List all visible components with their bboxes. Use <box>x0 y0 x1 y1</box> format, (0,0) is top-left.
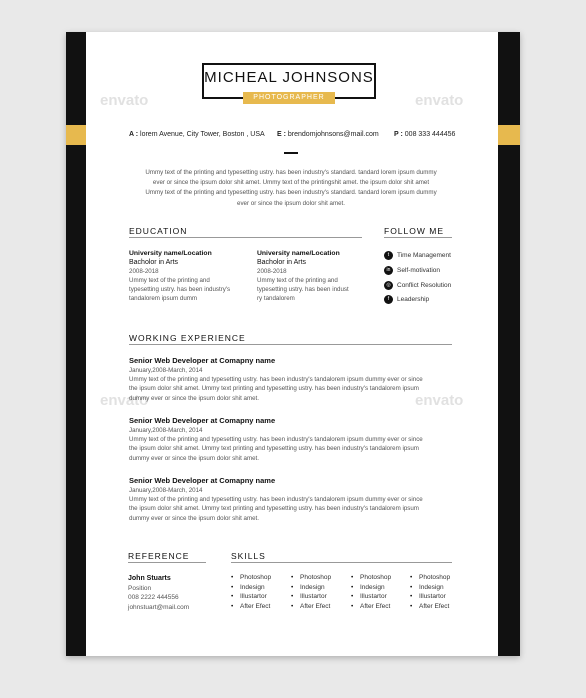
skills-column <box>300 573 331 611</box>
skill-item: • Indesign <box>360 583 391 593</box>
follow-item[interactable]: Self-motivation <box>397 267 440 274</box>
education-item <box>257 249 375 303</box>
accent-bar-left <box>66 125 86 145</box>
job-desc: dummy ever or since the ipsum dolor shit amet. <box>129 394 259 402</box>
experience-heading: WORKING EXPERIENCE <box>129 333 246 343</box>
job-desc: the ipsum dolor shit amet. Ummy text printing and typesetting ustry. has been industry's tandalorem ipsum <box>129 445 419 453</box>
job-entry <box>129 415 454 463</box>
job-title: Senior Web Developer at Comapny name <box>129 356 276 365</box>
job-dates: January,2008-March, 2014 <box>129 487 203 494</box>
email-value: brendomjohnsons@mail.com <box>287 131 379 138</box>
skill-item: • After Efect <box>240 602 271 612</box>
job-title: Senior Web Developer at Comapny name <box>129 416 276 425</box>
skills-column <box>419 573 450 611</box>
degree: Bacholor in Arts <box>129 259 179 266</box>
skills-rule <box>231 562 452 563</box>
watermark: envato <box>415 92 464 109</box>
edu-years: 2008-2018 <box>129 268 159 275</box>
skill-item: • After Efect <box>360 602 391 612</box>
skill-item: • Illustartor <box>300 592 331 602</box>
reference-phone: 008 2222 444556 <box>128 594 179 601</box>
edu-desc: Ummy text of the printing and <box>257 277 338 284</box>
skill-item: • Illustartor <box>360 592 391 602</box>
resume-role: PHOTOGRAPHER <box>243 92 335 104</box>
job-dates: January,2008-March, 2014 <box>129 367 203 374</box>
job-title: Senior Web Developer at Comapny name <box>129 476 276 485</box>
school-name: University name/Location <box>257 250 340 257</box>
edu-desc: typesetting ustry. has been indust <box>257 286 349 293</box>
follow-item[interactable]: Leadership <box>397 296 430 303</box>
resume-name: MICHEAL JOHNSONS <box>204 69 374 86</box>
skill-item: • Indesign <box>419 583 450 593</box>
linkedin-icon[interactable]: in <box>384 266 393 275</box>
job-entry <box>129 475 454 523</box>
edu-desc: Ummy text of the printing and <box>129 277 210 284</box>
intro-paragraph <box>126 168 456 209</box>
reference-heading: REFERENCE <box>128 551 190 561</box>
job-entry <box>129 355 454 403</box>
skills-heading: SKILLS <box>231 551 266 561</box>
education-item <box>129 249 247 303</box>
job-desc: Ummy text of the printing and typesetting ustry. has been industry's tandalorem ipsum dummy ever or since <box>129 436 423 444</box>
reference-rule <box>128 562 206 563</box>
edu-desc: typesetting ustry. has been industry's <box>129 286 231 293</box>
edu-desc: ry tandalorem <box>257 295 295 302</box>
edu-years: 2008-2018 <box>257 268 287 275</box>
degree: Bacholor in Arts <box>257 259 307 266</box>
skill-item: • Illustartor <box>419 592 450 602</box>
email-label: E : <box>277 131 286 138</box>
intro-line: ever or since the ipsum dolor shit amet. <box>237 199 345 207</box>
address-label: A : <box>129 131 139 138</box>
address-value: lorem Avenue, City Tower, Boston , USA <box>140 131 265 138</box>
skill-item: • Photoshop <box>419 573 450 583</box>
skill-item: • Indesign <box>240 583 271 593</box>
contact-email <box>277 131 379 138</box>
contact-phone <box>394 131 455 138</box>
skill-item: • Indesign <box>300 583 331 593</box>
phone-label: P : <box>394 131 403 138</box>
intro-line: Ummy text of the printing and typesetting ustry. has been industry's standard. tandard lorem ipsum dummy <box>145 189 437 197</box>
intro-line: ever or since the ipsum dolor shit amet. Ummy text of the printingshit amet. the ipsum dolor shit amet <box>152 179 430 187</box>
follow-heading: FOLLOW ME <box>384 226 445 236</box>
job-desc: the ipsum dolor shit amet. Ummy text printing and typesetting ustry. has been industry's tandalorem ipsum <box>129 505 419 513</box>
watermark: envato <box>100 392 149 409</box>
phone-value: 008 333 444456 <box>404 131 456 138</box>
job-desc: the ipsum dolor shit amet. Ummy text printing and typesetting ustry. has been industry's tandalorem ipsum <box>129 385 419 393</box>
job-desc: dummy ever or since the ipsum dolor shit amet. <box>129 514 259 522</box>
contact-address <box>129 131 265 138</box>
follow-item[interactable]: Time Management <box>397 252 451 259</box>
intro-line: Ummy text of the printing and typesetting ustry. has been industry's standard. tandard lorem ipsum dummy <box>145 169 437 176</box>
skill-item: • Illustartor <box>240 592 271 602</box>
skill-item: • Photoshop <box>300 573 331 583</box>
follow-rule <box>384 237 452 238</box>
accent-bar-right <box>498 125 520 145</box>
watermark: envato <box>415 392 464 409</box>
reference-position: Position <box>128 584 152 592</box>
skill-item: • After Efect <box>300 602 331 612</box>
job-dates: January,2008-March, 2014 <box>129 427 203 434</box>
edu-desc: tandalorem ipsum dumm <box>129 295 198 302</box>
school-name: University name/Location <box>129 250 212 257</box>
twitter-icon[interactable]: t <box>384 251 393 260</box>
skill-item: • Photoshop <box>240 573 271 583</box>
follow-item[interactable]: Conflict Resolution <box>397 282 452 289</box>
reference-name: John Stuarts <box>128 575 171 582</box>
experience-rule <box>129 344 452 345</box>
skills-column <box>360 573 391 611</box>
skill-item: • After Efect <box>419 602 450 612</box>
job-desc: Ummy text of the printing and typesetting ustry. has been industry's tandalorem ipsum dummy ever or since <box>129 496 423 504</box>
instagram-icon[interactable]: ◎ <box>384 281 393 290</box>
education-heading: EDUCATION <box>129 226 188 236</box>
reference-block <box>128 574 189 612</box>
skills-column <box>240 573 271 611</box>
reference-email: johnstuart@mail.com <box>128 603 190 611</box>
facebook-icon[interactable]: f <box>384 295 393 304</box>
job-desc: Ummy text of the printing and typesetting ustry. has been industry's tandalorem ipsum dummy ever or since <box>129 376 423 384</box>
job-desc: dummy ever or since the ipsum dolor shit amet. <box>129 454 259 462</box>
divider <box>284 152 298 154</box>
skill-item: • Photoshop <box>360 573 391 583</box>
education-rule <box>129 237 362 238</box>
watermark: envato <box>100 92 149 109</box>
